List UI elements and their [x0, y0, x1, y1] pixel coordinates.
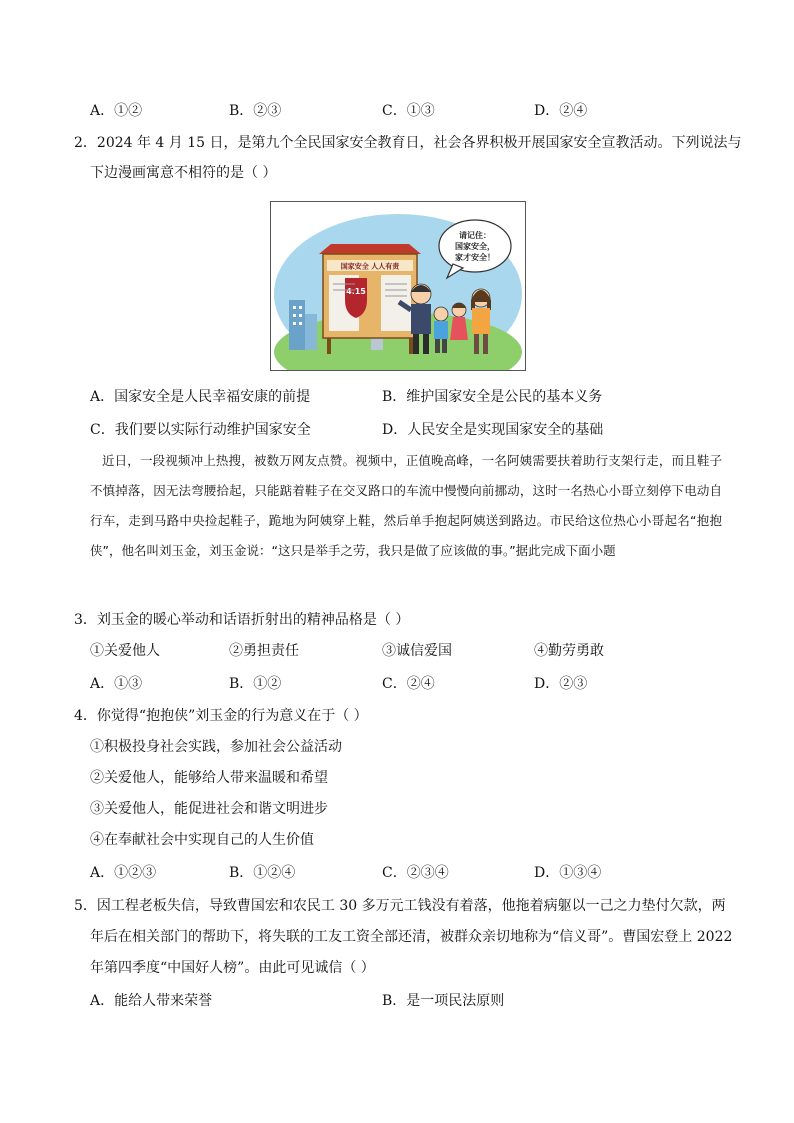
q4-item-4: ④在奉献社会中实现自己的人生价值	[90, 832, 314, 848]
q5-stem-line2: 年后在相关部门的帮助下，将失联的工友工资全部还清，被群众亲切地称为“信义哥”。曹国宏登上 2022	[90, 929, 733, 945]
q5-stem-line3: 年第四季度“中国好人榜”。由此可见诚信（ ）	[90, 960, 375, 976]
q2-options-row1	[0, 387, 794, 407]
q4-stem: 4．你觉得“抱抱侠”刘玉金的行为意义在于（ ）	[74, 708, 368, 724]
q2-stem-line2: 下边漫画寓意不相符的是（ ）	[90, 165, 277, 181]
q3-item-3: ③诚信爱国	[382, 643, 452, 659]
q4-item-3: ③关爱他人，能促进社会和谐文明进步	[90, 801, 328, 817]
cartoon-illustration	[271, 202, 525, 370]
q3-option-c: C．②④	[382, 676, 435, 692]
bubble-line-1: 请记住：	[459, 231, 491, 240]
q4-item-1: ①积极投身社会实践，参加社会公益活动	[90, 739, 342, 755]
bubble-line-2: 国家安全，	[455, 242, 495, 251]
q4-options	[0, 863, 794, 883]
q3-item-4: ④勤劳勇敢	[534, 643, 604, 659]
q4-item-2: ②关爱他人，能够给人带来温暖和希望	[90, 770, 328, 786]
q2-option-d: D．人民安全是实现国家安全的基础	[382, 422, 604, 438]
q3-option-b: B．①②	[229, 676, 282, 692]
q3-options	[0, 674, 794, 694]
q1-option-c: C．①③	[382, 103, 435, 119]
q5-stem-line1: 5．因工程老板失信，导致曹国宏和农民工 30 多万元工钱没有着落，他拖着病躯以一己之力垫付欠款，两	[74, 898, 726, 914]
q3-item-1: ①关爱他人	[90, 643, 160, 659]
q1-options	[0, 101, 794, 121]
q5-option-b: B．是一项民法原则	[382, 993, 505, 1009]
q4-option-b: B．①②④	[229, 865, 296, 881]
q2-option-a: A．国家安全是人民幸福安康的前提	[90, 389, 311, 405]
q4-option-d: D．①③④	[534, 865, 602, 881]
q1-option-b: B．②③	[229, 103, 282, 119]
q5-options	[0, 991, 794, 1011]
badge-date: 4.15	[346, 287, 366, 296]
reading-passage: 近日，一段视频冲上热搜，被数万网友点赞。视频中，正值晚高峰，一名阿姨需要扶着助行支架行走，而且鞋子不慎掉落，因无法弯腰拾起，只能踮着鞋子在交叉路口的车流中慢慢向前挪动，这时一名热心小哥立刻停下电动自行车，走到马路中央捡起鞋子，跪地为阿姨穿上鞋，然后单手抱起阿姨送到路边。市民给这位热心小哥起名“抱抱侠”，他名叫刘玉金，刘玉金说：“这只是举手之劳，我只是做了应该做的事。”据此完成下面小题	[90, 453, 722, 558]
q2-option-b: B．维护国家安全是公民的基本义务	[382, 389, 603, 405]
q4-option-a: A．①②③	[90, 865, 157, 881]
bubble-line-3: 家才安全！	[455, 253, 495, 262]
q1-option-a: A．①②	[90, 103, 143, 119]
q3-items	[0, 641, 794, 661]
q5-option-a: A．能给人带来荣誉	[90, 993, 213, 1009]
q2-option-c: C．我们要以实际行动维护国家安全	[90, 422, 311, 438]
board-title: 国家安全 人人有责	[340, 262, 400, 271]
q3-item-2: ②勇担责任	[229, 643, 299, 659]
q1-option-d: D．②④	[534, 103, 588, 119]
q2-stem-line1: 2．2024 年 4 月 15 日，是第九个全民国家安全教育日，社会各界积极开展国家安全宣教活动。下列说法与	[74, 135, 742, 151]
q4-option-c: C．②③④	[382, 865, 449, 881]
national-security-cartoon	[270, 201, 526, 371]
q3-option-a: A．①③	[90, 676, 143, 692]
q2-options-row2	[0, 420, 794, 440]
q3-option-d: D．②③	[534, 676, 588, 692]
q3-stem: 3．刘玉金的暖心举动和话语折射出的精神品格是（ ）	[74, 612, 410, 628]
